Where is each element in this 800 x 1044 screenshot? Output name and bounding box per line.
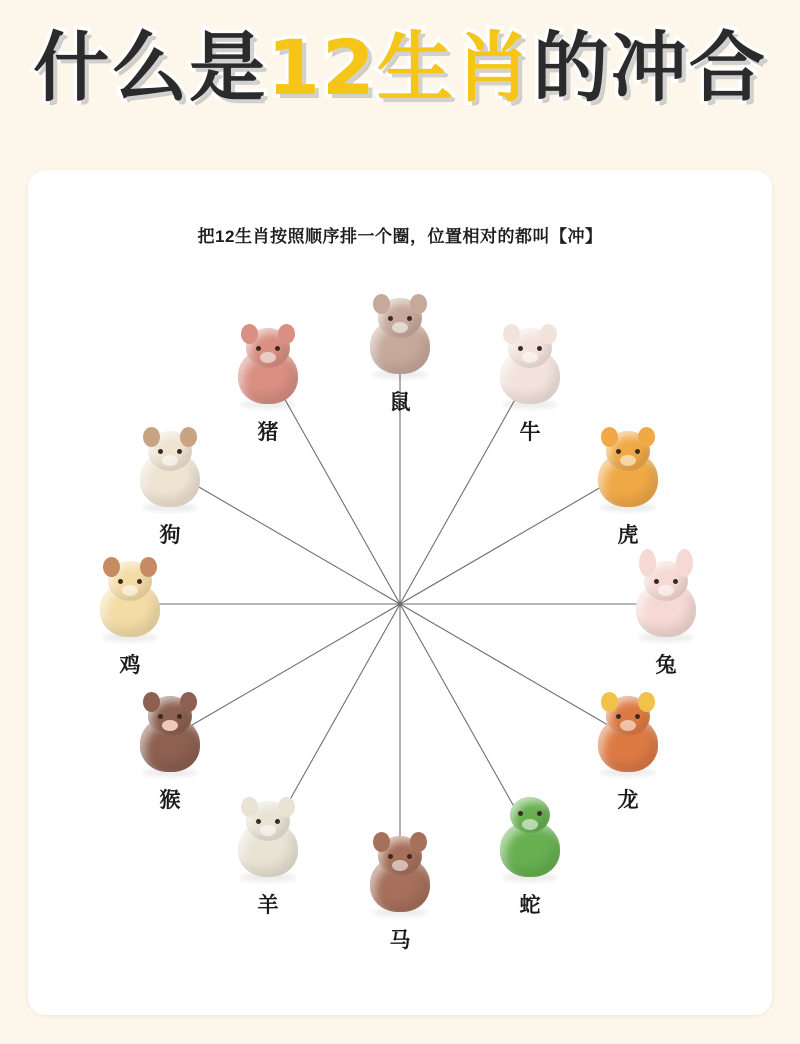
tiger-icon xyxy=(582,425,674,517)
monkey-icon xyxy=(124,690,216,782)
dragon-icon xyxy=(582,690,674,782)
zodiac-label-dragon: 龙 xyxy=(617,788,639,812)
zodiac-item-rat[interactable] xyxy=(335,292,465,416)
zodiac-label-dog: 狗 xyxy=(159,523,181,547)
zodiac-label-rat: 鼠 xyxy=(389,390,411,414)
rabbit-icon xyxy=(620,555,712,647)
zodiac-label-monkey: 猴 xyxy=(159,788,181,812)
zodiac-label-snake: 蛇 xyxy=(519,893,541,917)
snake-icon xyxy=(484,795,576,887)
zodiac-label-goat: 羊 xyxy=(257,893,279,917)
goat-icon xyxy=(222,795,314,887)
rat-icon xyxy=(354,292,446,384)
zodiac-item-tiger[interactable] xyxy=(563,425,693,549)
title-part-1: 什么是 xyxy=(33,23,268,112)
page-title xyxy=(0,24,800,111)
zodiac-label-ox: 牛 xyxy=(519,420,541,444)
zodiac-item-snake[interactable] xyxy=(465,795,595,919)
ox-icon xyxy=(484,322,576,414)
card-subtitle: 把12生肖按照顺序排一个圈，位置相对的都叫【冲】 xyxy=(197,227,603,246)
zodiac-item-monkey[interactable] xyxy=(105,690,235,814)
zodiac-wheel xyxy=(78,270,722,990)
zodiac-label-pig: 猪 xyxy=(257,420,279,444)
zodiac-item-rabbit[interactable] xyxy=(601,555,731,679)
title-band xyxy=(0,0,800,152)
rooster-icon xyxy=(84,555,176,647)
zodiac-label-tiger: 虎 xyxy=(617,523,639,547)
horse-icon xyxy=(354,830,446,922)
zodiac-label-horse: 马 xyxy=(389,928,411,952)
zodiac-label-rabbit: 兔 xyxy=(655,653,677,677)
zodiac-item-pig[interactable] xyxy=(203,322,333,446)
zodiac-item-rooster[interactable] xyxy=(65,555,195,679)
title-part-2: 的冲合 xyxy=(532,23,767,112)
pig-icon xyxy=(222,322,314,414)
content-card xyxy=(28,170,772,1015)
title-highlight: 12生肖 xyxy=(267,23,533,112)
zodiac-item-horse[interactable] xyxy=(335,830,465,954)
zodiac-label-rooster: 鸡 xyxy=(119,653,141,677)
